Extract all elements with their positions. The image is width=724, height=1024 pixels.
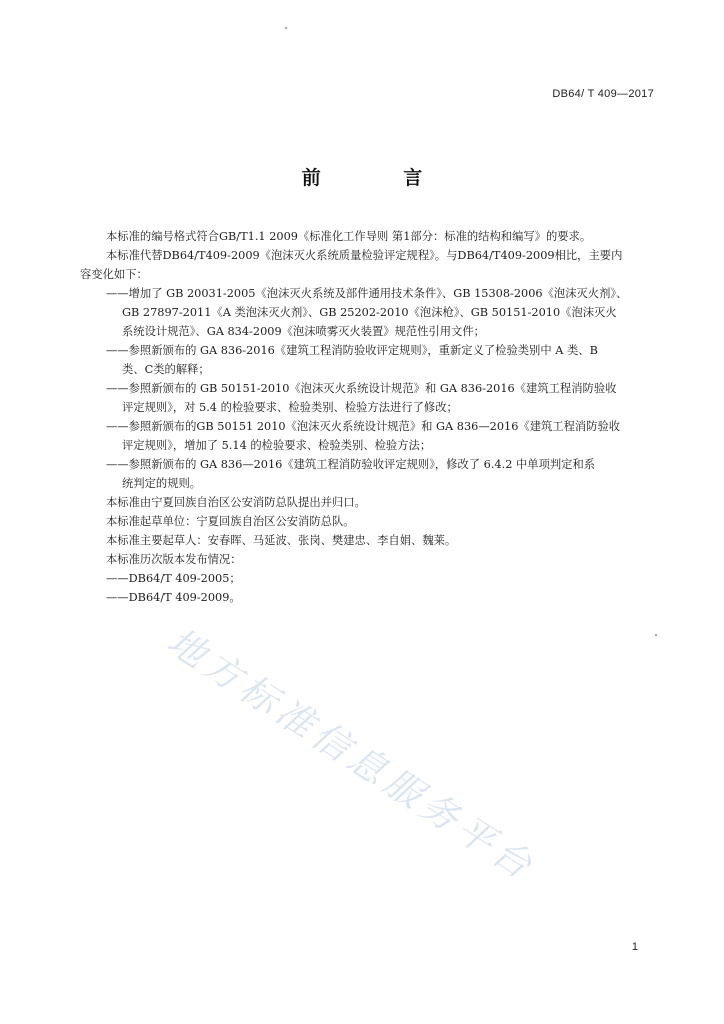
paragraph-line: ——DB64/T 409-2009。 [106,591,241,604]
paragraph-line: 统判定的规则。 [122,477,202,490]
document-id: DB64/ T 409—2017 [552,88,654,100]
page-title: 前 言 [301,167,461,189]
paragraph-line: 本标准起草单位：宁夏回族自治区公安消防总队。 [106,515,355,528]
paragraph-line: 本标准主要起草人：安春晖、马延波、张岗、樊建忠、李自娟、魏莱。 [106,534,457,547]
page-number: 1 [631,941,638,953]
paragraph-line: 本标准代替DB64/T409-2009《泡沫灭火系统质量检验评定规程》。与DB64/T409-2009相比，主要内 [106,249,623,262]
paragraph-line: 本标准的编号格式符合GB/T1.1 2009《标准化工作导则 第1部分：标准的结构和编写》的要求。 [106,230,592,243]
paragraph-line: 类、C类的解释； [122,363,210,376]
paragraph-line: 系统设计规范》、GA 834-2009《泡沫喷雾灭火装置》规范性引用文件； [122,325,485,338]
paragraph-line: 本标准历次版本发布情况： [106,553,242,566]
paragraph-line: 评定规则》，对 5.4 的检验要求、检验类别、检验方法进行了修改； [122,401,458,414]
paragraph-line: ——参照新颁布的GB 50151 2010《泡沫灭火系统设计规范》和 GA 836—2016《建筑工程消防验收 [106,420,621,433]
paragraph-line: ——参照新颁布的 GB 50151-2010《泡沫灭火系统设计规范》和 GA 836-2016《建筑工程消防验收 [106,382,617,395]
paragraph-line: 评定规则》，增加了 5.14 的检验要求、检验类别、检验方法； [122,439,432,452]
paragraph-line: ——增加了 GB 20031-2005《泡沫灭火系统及部件通用技术条件》、GB 15308-2006《泡沫灭火剂》、 [106,287,628,300]
scan-speck [285,27,287,29]
scan-speck [655,634,657,636]
paragraph-line: ——参照新颁布的 GA 836—2016《建筑工程消防验收评定规则》，修改了 6.4.2 中单项判定和系 [106,458,596,471]
paragraph-line: ——参照新颁布的 GA 836-2016《建筑工程消防验收评定规则》，重新定义了检验类别中 A 类、B [106,344,598,357]
paragraph-line: 本标准由宁夏回族自治区公安消防总队提出并归口。 [106,496,366,509]
watermark-text: 地方标准信息服务平台 [159,619,544,890]
paragraph-line: ——DB64/T 409-2005； [106,572,241,585]
paragraph-line: GB 27897-2011《A 类泡沫灭火剂》、GB 25202-2010《泡沫枪》、GB 50151-2010《泡沫灭火 [122,306,617,319]
paragraph-line: 容变化如下： [80,268,148,281]
